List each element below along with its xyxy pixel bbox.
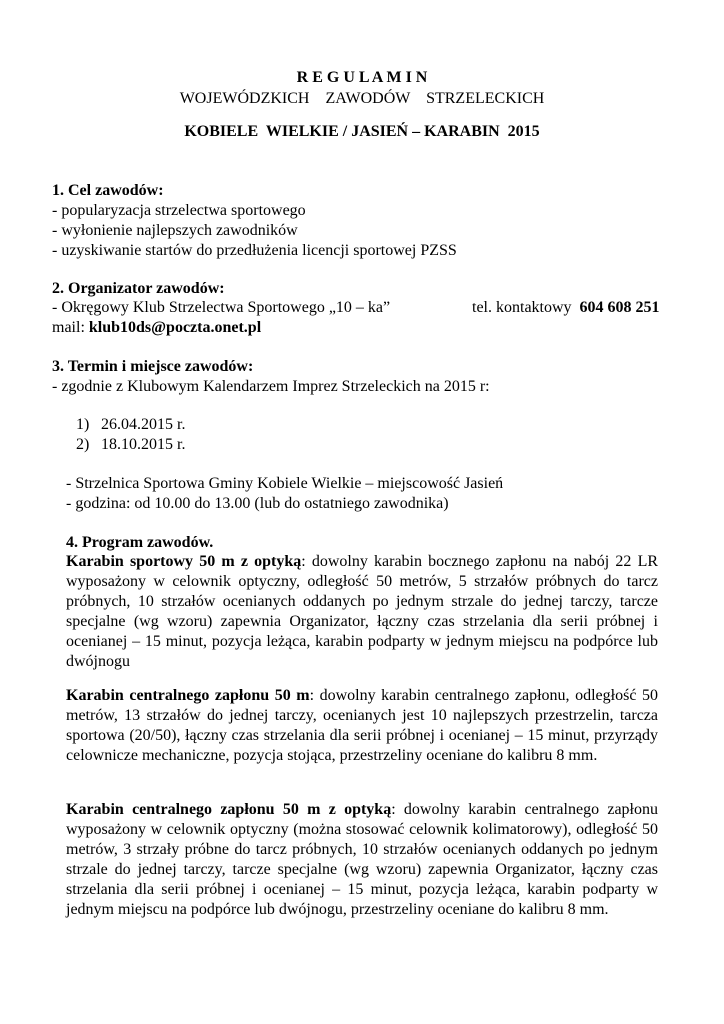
phone-number: 604 608 251 <box>579 299 660 316</box>
organizer-mail <box>52 318 261 338</box>
schedule-intro: - zgodnie z Klubowym Kalendarzem Imprez Strzeleckich na 2015 r: <box>52 378 490 395</box>
section-1-item: - wyłonienie najlepszych zawodników <box>52 222 298 239</box>
program-2-text: : dowolny karabin centralnego zapłonu, odległość 50 metrów, 13 strzałów do jednej tarczy, ocenianych jest 10 najlepszych przestrzelin, tarcza sportowa (20/50), łączny czas strzelania dla serii próbnej i ocenianej – 15 minut, przyrządy celownicze mechaniczne, pozycja stojąca, przestrzeliny oceniane do kalibru 8 mm. <box>66 687 658 764</box>
program-1-title: Karabin sportowy 50 m z optyką <box>66 553 302 570</box>
program-1-text: : dowolny karabin bocznego zapłonu na nabój 22 LR wyposażony w celownik optyczny, odległość 50 metrów, 5 strzałów próbnych do tarcz próbnych, 10 strzałów ocenianych oddanych po jednym strzale do jednej tarczy, tarcze specjalne (wg wzoru) zapewnia Organizator, łączny czas strzelania dla serii próbnej i ocenianej – 15 minut, pozycja leżąca, karabin podparty w jednym miejscu na podpórce lub dwójnogu <box>66 553 659 670</box>
date-value: 26.04.2015 r. <box>101 416 186 433</box>
section-1-item: - popularyzacja strzelectwa sportowego <box>52 202 306 219</box>
program-2-title: Karabin centralnego zapłonu 50 m <box>66 687 310 704</box>
venue: - Strzelnica Sportowa Gminy Kobiele Wielkie – miejscowość Jasień <box>66 475 504 492</box>
organizer-club: - Okręgowy Klub Strzelectwa Sportowego „10 – ka” <box>52 299 391 316</box>
organizer-phone <box>472 298 660 318</box>
section-2-heading: 2. Organizator zawodów: <box>52 280 225 297</box>
section-4-heading: 4. Program zawodów. <box>66 534 214 551</box>
phone-label: tel. kontaktowy <box>472 299 572 316</box>
section-3-heading: 3. Termin i miejsce zawodów: <box>52 358 254 375</box>
date-number: 1) <box>76 416 90 433</box>
program-paragraph-3 <box>66 800 658 920</box>
document-subtitle: WOJEWÓDZKICH ZAWODÓW STRZELECKICH <box>179 90 545 107</box>
program-3-text: : dowolny karabin centralnego zapłonu wyposażony w celownik optyczny (można stosować celownik kolimatorowy), odległość 50 metrów, 3 strzały próbne do tarcz próbnych, 10 strzałów ocenianych oddanych po jednym strzale do jednej tarczy, tarcze specjalne (wg wzoru) zapewnia Organizator, łączny czas strzelania dla serii próbnej i ocenianej – 15 minut, pozycja leżąca, karabin podparty w jednym miejscu na podpórce lub dwójnogu, przestrzeliny oceniane do kalibru 8 mm. <box>66 801 658 918</box>
document-title: R E G U L A M I N <box>296 69 428 86</box>
date-value: 18.10.2015 r. <box>101 436 186 453</box>
section-1-heading: 1. Cel zawodów: <box>52 182 164 199</box>
section-1-item: - uzyskiwanie startów do przedłużenia licencji sportowej PZSS <box>52 242 457 259</box>
event-name: KOBIELE WIELKIE / JASIEŃ – KARABIN 2015 <box>184 123 540 140</box>
mail-label: mail: <box>52 319 85 336</box>
program-paragraph-1 <box>66 552 658 672</box>
mail-address: klub10ds@poczta.onet.pl <box>88 319 262 336</box>
date-number: 2) <box>76 436 90 453</box>
program-paragraph-2 <box>66 686 658 766</box>
hours: - godzina: od 10.00 do 13.00 (lub do ostatniego zawodnika) <box>66 495 449 512</box>
program-3-title: Karabin centralnego zapłonu 50 m z optyką <box>66 801 392 818</box>
